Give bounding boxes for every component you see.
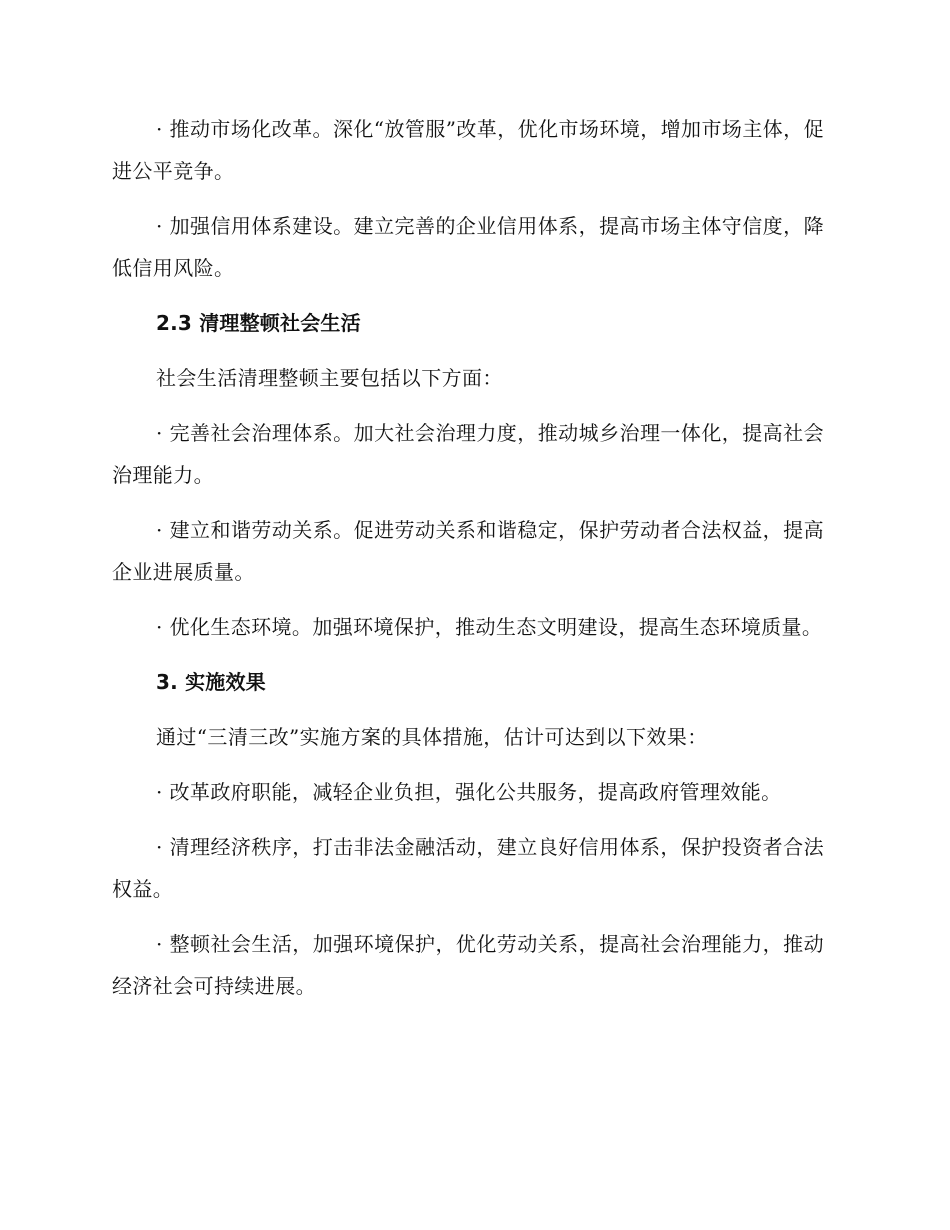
bullet-labor-relations: · 建立和谐劳动关系。促进劳动关系和谐稳定，保护劳动者合法权益，提高企业进展质量。 — [112, 518, 824, 584]
bullet-credit-system: · 加强信用体系建设。建立完善的企业信用体系，提高市场主体守信度，降低信用风险。 — [112, 214, 824, 280]
bullet-ecology: · 优化生态环境。加强环境保护，推动生态文明建设，提高生态环境质量。 — [156, 615, 823, 639]
section-intro-paragraph: 社会生活清理整顿主要包括以下方面： — [156, 366, 503, 390]
bullet-market-reform: · 推动市场化改革。深化“放管服”改革，优化市场环境，增加市场主体，促进公平竞争。 — [112, 117, 824, 183]
document-body — [112, 108, 824, 1020]
section-heading-3: 3. 实施效果 — [156, 670, 266, 694]
bullet-effect-economy: · 清理经济秩序，打击非法金融活动，建立良好信用体系，保护投资者合法权益。 — [112, 835, 824, 901]
section-heading-2-3: 2.3 清理整顿社会生活 — [156, 311, 361, 335]
bullet-effect-society: · 整顿社会生活，加强环境保护，优化劳动关系，提高社会治理能力，推动经济社会可持续进展。 — [112, 932, 824, 998]
bullet-social-governance: · 完善社会治理体系。加大社会治理力度，推动城乡治理一体化，提高社会治理能力。 — [112, 421, 824, 487]
bullet-effect-government: · 改革政府职能，减轻企业负担，强化公共服务，提高政府管理效能。 — [156, 780, 782, 804]
effects-intro-paragraph: 通过“三清三改”实施方案的具体措施，估计可达到以下效果： — [156, 725, 708, 749]
